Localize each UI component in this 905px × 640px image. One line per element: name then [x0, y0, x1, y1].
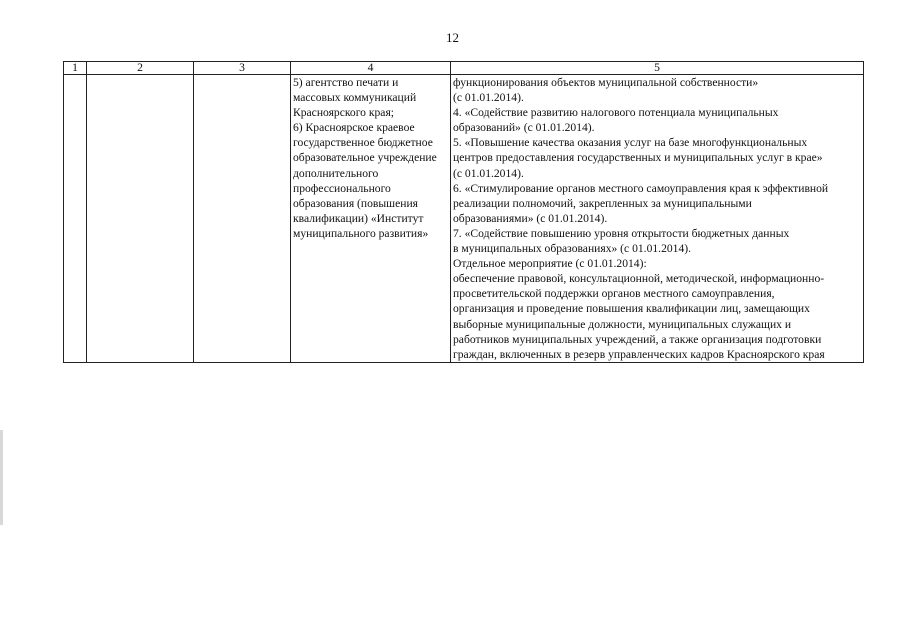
- text-line: государственное бюджетное: [293, 136, 433, 150]
- cell-col-5: [451, 75, 864, 363]
- text-line: просветительской поддержки органов местного самоуправления,: [453, 287, 775, 301]
- cell-col-3: [194, 75, 291, 363]
- text-line: 6. «Стимулирование органов местного самоуправления края к эффективной: [453, 181, 829, 195]
- text-line: 5. «Повышение качества оказания услуг на базе многофункциональных: [453, 136, 808, 150]
- text-line: профессионального: [293, 181, 391, 195]
- column-header-1: 1: [64, 62, 87, 75]
- text-line: 5) агентство печати и: [293, 76, 399, 89]
- table-row: [64, 75, 864, 363]
- scan-edge-mark: [0, 430, 3, 525]
- text-line: функционирования объектов муниципальной собственности»: [453, 76, 759, 89]
- cell-col-2: [87, 75, 194, 363]
- text-line: Красноярского края;: [293, 106, 395, 120]
- text-line: центров предоставления государственных и муниципальных услуг в крае»: [453, 151, 823, 165]
- text-line: 6) Красноярское краевое: [293, 121, 415, 135]
- subprograms-list: [453, 75, 862, 362]
- text-line: в муниципальных образованиях» (с 01.01.2014).: [453, 242, 692, 256]
- text-line: выборные муниципальные должности, муниципальных служащих и: [453, 317, 792, 331]
- header-row: [64, 62, 864, 75]
- column-header-2: 2: [87, 62, 194, 75]
- text-line: Отдельное мероприятие (с 01.01.2014):: [453, 257, 647, 271]
- text-line: 7. «Содействие повышению уровня открытости бюджетных данных: [453, 226, 790, 240]
- text-line: образования (повышения: [293, 196, 418, 210]
- column-header-3: 3: [194, 62, 291, 75]
- text-line: квалификации) «Институт: [293, 211, 424, 225]
- text-line: массовых коммуникаций: [293, 91, 417, 105]
- text-line: 4. «Содействие развитию налогового потенциала муниципальных: [453, 106, 779, 120]
- text-line: обеспечение правовой, консультационной, методической, информационно-: [453, 272, 825, 286]
- program-table: [63, 61, 864, 363]
- text-line: дополнительного: [293, 166, 379, 180]
- executors-list: [293, 75, 449, 241]
- text-line: образовательное учреждение: [293, 151, 437, 165]
- text-line: (с 01.01.2014).: [453, 166, 524, 180]
- text-line: образованиями» (с 01.01.2014).: [453, 211, 608, 225]
- column-header-4: 4: [291, 62, 451, 75]
- column-header-5: 5: [451, 62, 864, 75]
- text-line: муниципального развития»: [293, 226, 429, 240]
- text-line: образований» (с 01.01.2014).: [453, 121, 595, 135]
- cell-col-4: [291, 75, 451, 363]
- cell-col-1: [64, 75, 87, 363]
- text-line: реализации полномочий, закрепленных за муниципальными: [453, 196, 752, 210]
- text-line: (с 01.01.2014).: [453, 91, 524, 105]
- text-line: работников муниципальных учреждений, а также организация подготовки: [453, 332, 822, 346]
- page-number: 12: [446, 30, 459, 45]
- text-line: граждан, включенных в резерв управленческих кадров Красноярского края: [453, 347, 825, 361]
- text-line: организация и проведение повышения квалификации лиц, замещающих: [453, 302, 810, 316]
